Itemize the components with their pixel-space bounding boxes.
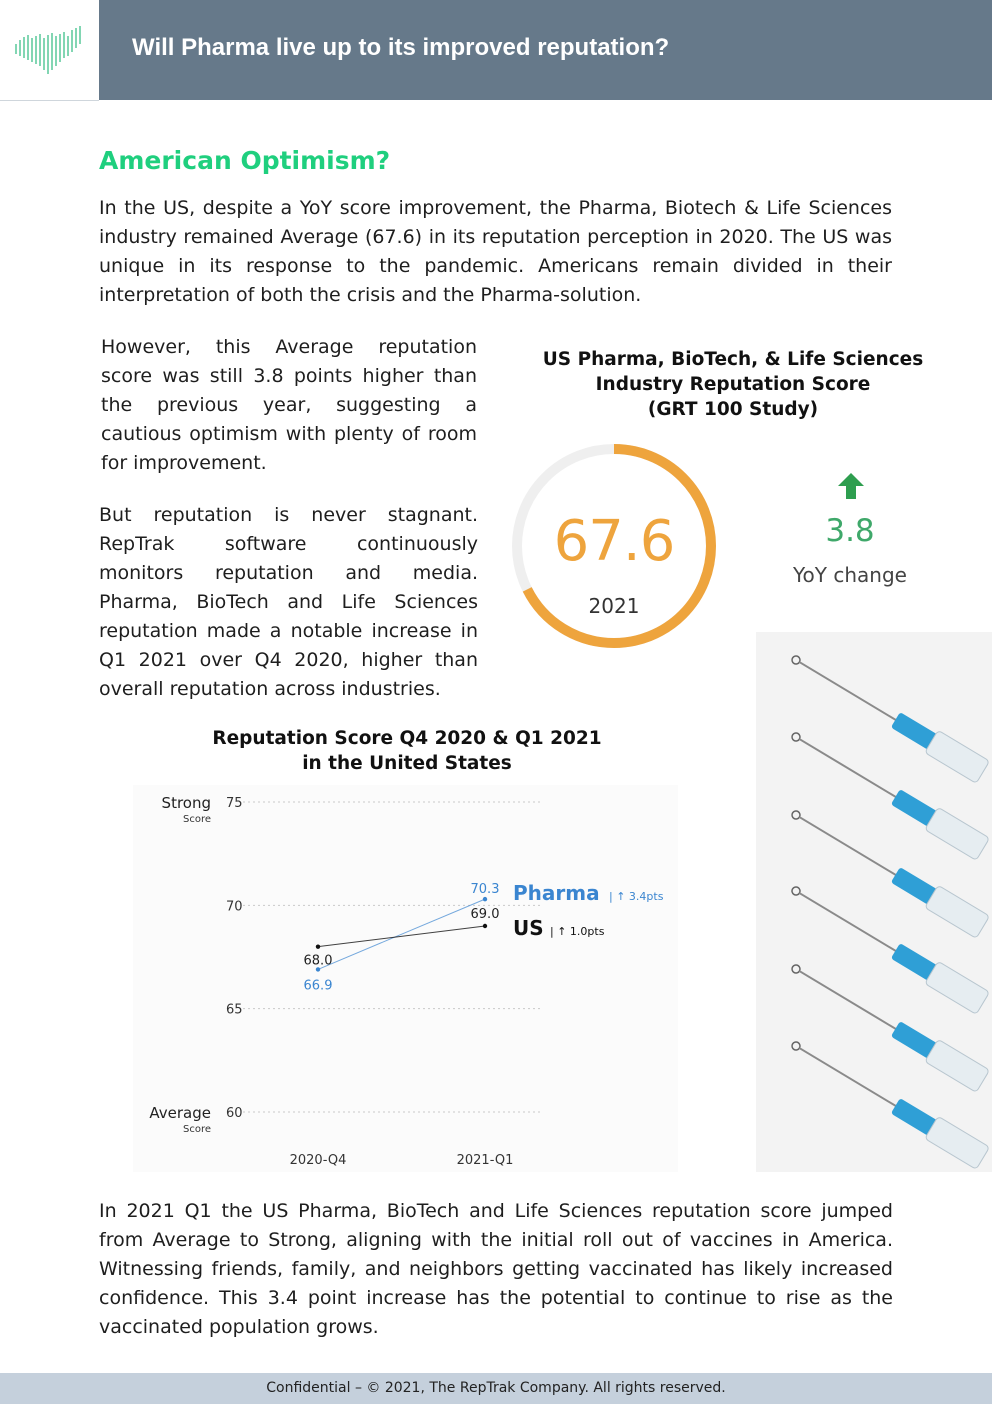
page-footer (0, 1373, 992, 1404)
legend-pharma: Pharma (513, 881, 600, 905)
gauge-title-line: Industry Reputation Score (595, 374, 871, 395)
data-point-us (483, 924, 487, 928)
data-point-us (316, 944, 320, 948)
y-tick-label: 75 (226, 796, 243, 811)
data-label-us: 69.0 (470, 907, 500, 922)
page-header (99, 0, 992, 100)
closing-paragraph: In 2021 Q1 the US Pharma, BioTech and Life Sciences reputation score jumped from Average to Strong, aligning with the initial roll out of vaccines in America. Witnessing friends, family, and neighbors getting vaccinated has likely increased confidence. This 3.4 point increase has the potential to continue to rise as the vaccinated population grows. (99, 1200, 893, 1338)
y-tick-label: 60 (226, 1106, 243, 1121)
gauge-year: 2021 (588, 594, 640, 618)
gauge-score: 67.6 (553, 509, 675, 574)
reptrak-logo-icon (0, 0, 99, 100)
y-band-sublabel: Score (182, 1124, 211, 1135)
legend-pharma-change: | ↑ 3.4pts (609, 890, 664, 903)
chart-title-line: Reputation Score Q4 2020 & Q1 2021 (212, 728, 602, 749)
y-tick-label: 70 (226, 899, 243, 915)
footer-text: Confidential – © 2021, The RepTrak Company. All rights reserved. (266, 1380, 726, 1396)
intro-paragraph: In the US, despite a YoY score improvement, the Pharma, Biotech & Life Sciences industry remained Average (67.6) in its reputation perception in 2020. The US was unique in its response to the pandemic. Americans remain divided in their interpretation of both the crisis and the Pharma-solution. (99, 197, 892, 306)
syringes-illustration (756, 632, 992, 1192)
page-title: Will Pharma live up to its improved reputation? (132, 34, 670, 61)
syringe-icon (786, 647, 990, 784)
yoy-change-value: 3.8 (825, 513, 875, 549)
gauge-title-line: US Pharma, BioTech, & Life Sciences (542, 349, 924, 370)
company-logo (0, 0, 99, 101)
gauge-title (520, 347, 946, 422)
series-line-pharma (318, 899, 485, 969)
series-line-us (318, 926, 485, 947)
legend-us: US (513, 916, 544, 940)
arrow-up-icon (835, 470, 867, 502)
legend-us-change: | ↑ 1.0pts (550, 925, 605, 938)
reputation-line-chart (133, 785, 678, 1172)
chart-subtitle-line: in the United States (302, 753, 512, 774)
x-tick-label: 2020-Q4 (289, 1153, 347, 1168)
section-title: American Optimism? (99, 146, 391, 175)
data-label-pharma: 70.3 (470, 882, 500, 898)
x-tick-label: 2021-Q1 (456, 1153, 514, 1168)
y-band-sublabel: Score (182, 814, 211, 825)
however-paragraph: However, this Average reputation score was still 3.8 points higher than the previous year, suggesting a cautious optimism with plenty of room for improvement. (101, 336, 477, 474)
data-label-us: 68.0 (303, 953, 333, 969)
yoy-change-label: YoY change (793, 563, 907, 587)
gauge-title-line: (GRT 100 Study) (647, 399, 819, 420)
data-label-pharma: 66.9 (303, 978, 333, 994)
y-tick-label: 65 (226, 1002, 243, 1018)
reptrak-paragraph: But reputation is never stagnant. RepTrak software continuously monitors reputation and media. Pharma, BioTech and Life Sciences reputation made a notable increase in Q1 2021 over Q4 2020, higher than overall reputation across industries. (99, 504, 478, 700)
y-band-label: Strong (161, 794, 211, 812)
data-point-pharma (483, 897, 487, 901)
y-band-label: Average (149, 1104, 211, 1122)
chart-title (190, 726, 624, 776)
